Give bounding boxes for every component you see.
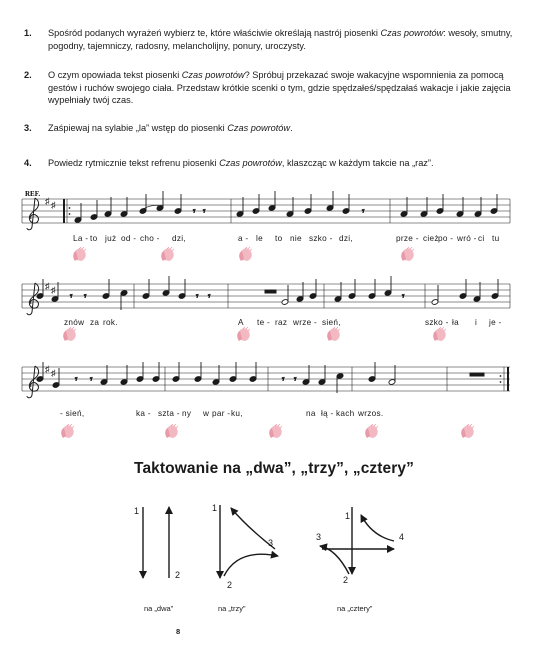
beat-label: 3 [316, 532, 322, 542]
lyric-syllable: rok. [103, 318, 118, 327]
lyric-syllable: wrzos. [358, 409, 384, 418]
lyric-syllable: kach [336, 409, 355, 418]
lyric-syllable: ła [452, 318, 459, 327]
beat-label: 2 [227, 580, 233, 590]
lyric-syllable: La - [73, 234, 89, 243]
lyric-syllable: cież [423, 234, 439, 243]
lyric-syllable: w [203, 409, 210, 418]
lyric-syllable: A [238, 318, 244, 327]
beat-label: 2 [175, 570, 181, 580]
rest-sign: 𝄾 [196, 291, 199, 301]
task-text: Spośród podanych wyrażeń wybierz te, które właściwie określają nastrój piosenki Czas powrotów: wesoły, smutny, pogodny, tajemniczy, radosny, melancholijny, ponury, uroczysty. [48, 28, 513, 51]
task-number: 1. [24, 28, 32, 38]
lyric-syllable: dzi, [339, 234, 353, 243]
rest-sign: 𝄾 [208, 291, 211, 301]
svg-text:♯: ♯ [45, 281, 50, 291]
rest-sign: 𝄾 [203, 206, 206, 216]
beat-label: 3 [268, 538, 274, 548]
svg-text:♯: ♯ [51, 285, 56, 295]
lyric-syllable: je - [489, 318, 502, 327]
rest-sign: 𝄾 [362, 206, 365, 216]
lyric-syllable: szko - [425, 318, 449, 327]
lyric-syllable: ku, [231, 409, 243, 418]
svg-text:♯: ♯ [51, 368, 56, 378]
beat-label: 2 [343, 575, 349, 585]
rest-sign: 𝄾 [294, 374, 297, 384]
beat-label: 1 [212, 503, 218, 513]
beat-label: 1 [134, 506, 140, 516]
lyric-syllable: a - [238, 234, 249, 243]
rest-sign: 𝄾 [282, 374, 285, 384]
page-number: 8 [176, 627, 181, 636]
lyric-syllable: le [256, 234, 263, 243]
lyric-syllable: szko - [309, 234, 333, 243]
lyric-syllable: wró - [457, 234, 477, 243]
lyric-syllable: cho - [140, 234, 160, 243]
lyric-syllable: par - [212, 409, 231, 418]
rest-sign: 𝄾 [70, 291, 73, 301]
rest-sign: 𝄾 [84, 291, 87, 301]
lyric-syllable: już [105, 234, 117, 243]
lyric-syllable: to [275, 234, 283, 243]
lyric-syllable: od - [121, 234, 137, 243]
lyric-syllable: znów [64, 318, 85, 327]
beat-label: 1 [345, 511, 351, 521]
beat-pattern-four [320, 507, 394, 574]
caption-cztery: na „cztery” [337, 604, 373, 613]
refrain-label: REF. [25, 190, 41, 198]
lyric-syllable: ny [182, 409, 192, 418]
rest-sign: 𝄾 [402, 291, 405, 301]
rest-sign: 𝄾 [90, 374, 93, 384]
lyric-syllable: dzi, [172, 234, 186, 243]
lyric-syllable: za [90, 318, 100, 327]
lyric-syllable: wrze - [293, 318, 318, 327]
beat-pattern-two [143, 507, 169, 578]
lyric-syllable: sień, [322, 318, 341, 327]
lyric-syllable: i [475, 318, 478, 327]
svg-text:♯: ♯ [45, 364, 50, 374]
lyric-syllable: prze - [396, 234, 419, 243]
caption-dwa: na „dwa” [144, 604, 174, 613]
lyric-syllable: to [90, 234, 98, 243]
beat-label: 4 [399, 532, 405, 542]
task-text: Zaśpiewaj na sylabie „la” wstęp do piosenki Czas powrotów. [48, 123, 293, 133]
rest-sign: 𝄾 [193, 206, 196, 216]
task-number: 4. [24, 158, 32, 168]
lyric-syllable: szta - [158, 409, 180, 418]
lyric-syllable: ci [478, 234, 485, 243]
task-number: 2. [24, 70, 32, 80]
task-number: 3. [24, 123, 32, 133]
lyric-syllable: łą - [321, 409, 334, 418]
lyric-syllable: raz [275, 318, 288, 327]
lyric-syllable: nie [290, 234, 302, 243]
task-text: O czym opowiada tekst piosenki Czas powrotów? Spróbuj przekazać swoje wakacyjne wspomnienia za pomocą gestów i ruchów swojego ciała. Przedstaw krótkie scenki o tym, gdzie spędzałeś/spędzałaś wakacje i jakie zajęcia wypełniały twój czas. [48, 70, 511, 105]
rest-sign: 𝄾 [75, 374, 78, 384]
task-text: Powiedz rytmicznie tekst refrenu piosenki Czas powrotów, klaszcząc w każdym takcie na „raz”. [48, 158, 434, 168]
lyric-syllable: ka - [136, 409, 151, 418]
lyric-syllable: te - [257, 318, 271, 327]
svg-text:♯: ♯ [45, 196, 50, 206]
caption-trzy: na „trzy” [218, 604, 246, 613]
conducting-heading: Taktowanie na „dwa”, „trzy”, „cztery” [134, 460, 414, 477]
svg-text:♯: ♯ [51, 200, 56, 210]
lyric-syllable: po - [438, 234, 454, 243]
lyric-syllable: na [306, 409, 316, 418]
lyric-syllable: tu [492, 234, 500, 243]
lyric-syllable: - sień, [60, 409, 85, 418]
